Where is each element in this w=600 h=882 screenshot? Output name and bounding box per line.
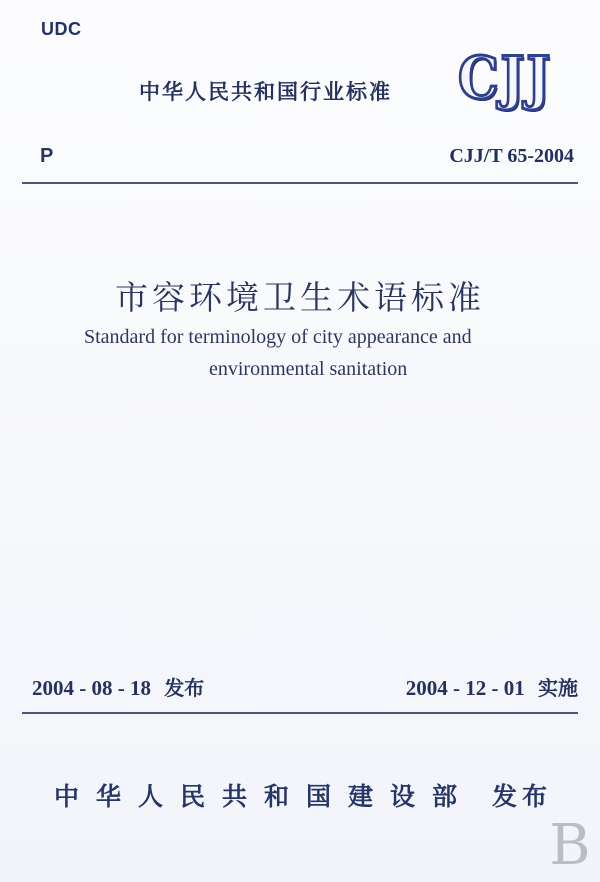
implement-date: 2004 - 12 - 01	[405, 676, 525, 700]
issue-date-block	[32, 672, 204, 701]
issue-label: 发布	[164, 676, 205, 700]
watermark-letter: B	[549, 813, 591, 878]
category-label: P	[40, 145, 54, 167]
issue-date: 2004 - 08 - 18	[32, 676, 151, 700]
bottom-divider	[22, 712, 578, 714]
udc-label: UDC	[41, 19, 82, 39]
industry-standard-title: 中华人民共和国行业标准	[139, 80, 392, 104]
top-divider	[22, 182, 578, 184]
english-title-line-1: Standard for terminology of city appearance and	[84, 326, 472, 348]
english-title	[84, 321, 534, 385]
publisher: 中华人民共和国建设部	[54, 782, 475, 811]
publish-label: 发布	[491, 782, 552, 811]
english-title-line-2: environmental sanitation	[209, 358, 408, 380]
implement-label: 实施	[538, 676, 578, 700]
implement-date-block	[406, 672, 578, 701]
standard-code: CJJ/T 65-2004	[449, 145, 574, 167]
chinese-title: 市容环境卫生术语标准	[115, 278, 485, 317]
cjj-logo: CJJ	[458, 44, 553, 112]
